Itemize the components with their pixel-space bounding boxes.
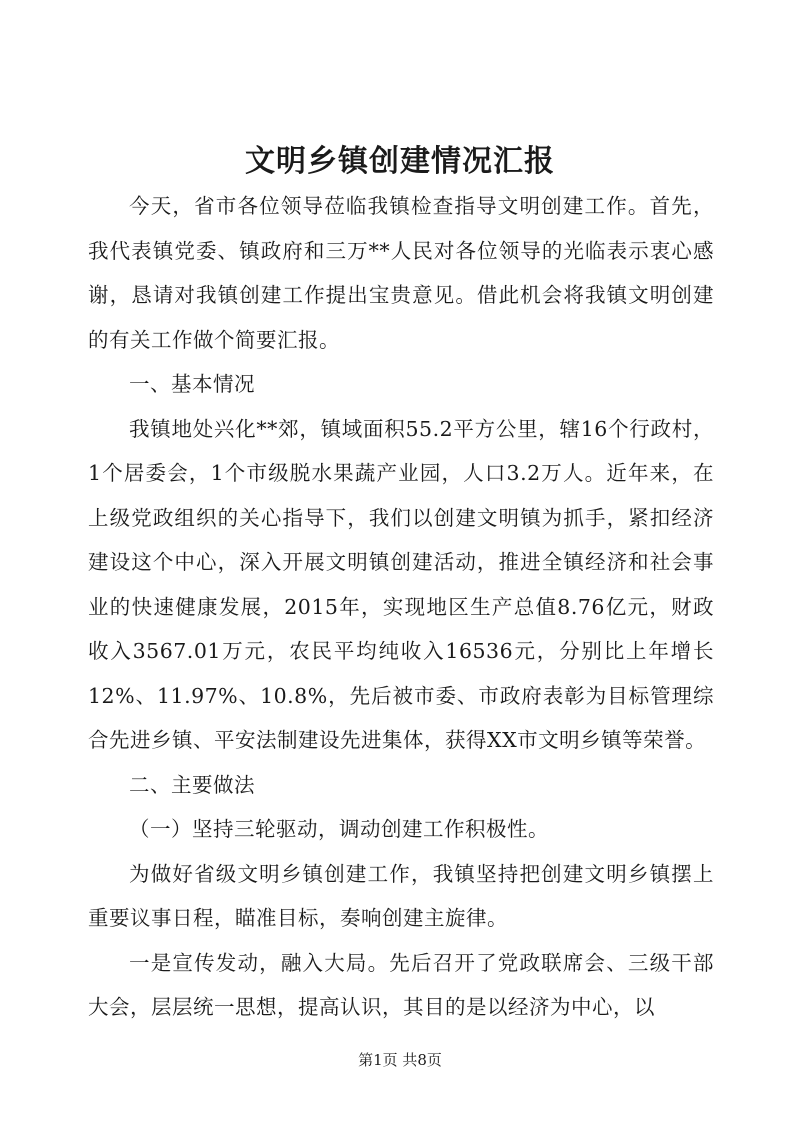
publicity-paragraph: 一是宣传发动，融入大局。先后召开了党政联席会、三级干部大会，层层统一思想，提高认识，其目的是以经济为中心，以 bbox=[88, 950, 714, 1019]
document-body bbox=[88, 184, 714, 1030]
section-heading-main-practices: 二、主要做法 bbox=[129, 772, 255, 797]
section-heading-basic-situation: 一、基本情况 bbox=[129, 372, 255, 396]
basic-situation-paragraph: 我镇地处兴化**郊，镇域面积55.2平方公里，辖16个行政村，1个居委会，1个市级脱水果蔬产业园，人口3.2万人。近年来，在上级党政组织的关心指导下，我们以创建文明镇为抓手，紧扣经济建设这个中心，深入开展文明镇创建活动，推进全镇经济和社会事业的快速健康发展，2015年，实现地区生产总值8.76亿元，财政收入3567.01万元，农民平均纯收入16536元，分别比上年增长12%、11.97%、10.8%，先后被市委、市政府表彰为目标管理综合先进乡镇、平安法制建设先进集体，获得XX市文明乡镇等荣誉。 bbox=[88, 416, 714, 752]
page-footer: 第1页 共8页 bbox=[358, 1051, 442, 1069]
document-title: 文明乡镇创建情况汇报 bbox=[245, 144, 555, 179]
subsection-heading-1: （一）坚持三轮驱动，调动创建工作积极性。 bbox=[129, 817, 549, 841]
practices-paragraph: 为做好省级文明乡镇创建工作，我镇坚持把创建文明乡镇摆上重要议事日程，瞄准目标，奏响创建主旋律。 bbox=[88, 861, 714, 930]
intro-paragraph: 今天，省市各位领导莅临我镇检查指导文明创建工作。首先，我代表镇党委、镇政府和三万**人民对各位领导的光临表示衷心感谢，恳请对我镇创建工作提出宝贵意见。借此机会将我镇文明创建的有关工作做个简要汇报。 bbox=[88, 194, 714, 352]
